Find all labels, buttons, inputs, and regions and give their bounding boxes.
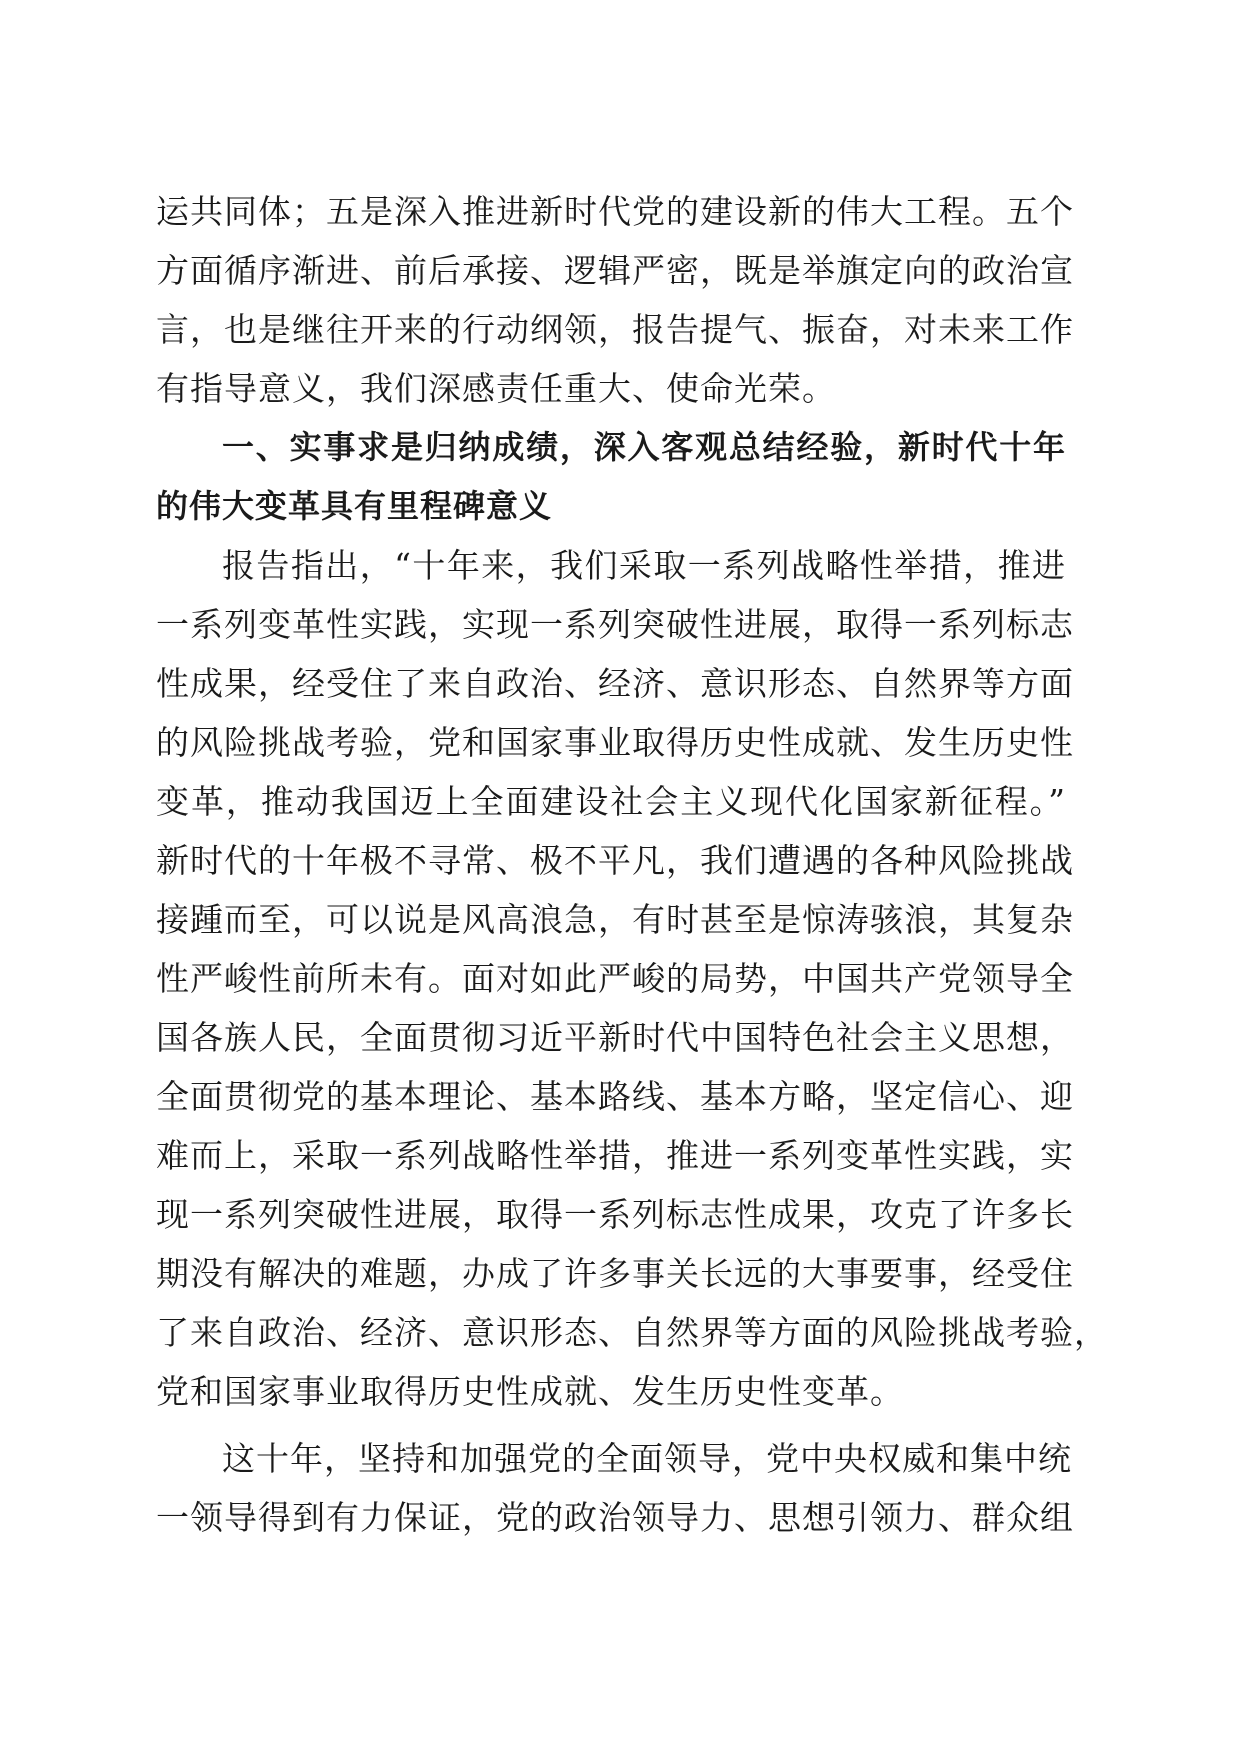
heading-line: 的伟大变革具有里程碑意义 [156,487,553,525]
body-paragraph-1 [156,536,1108,1421]
text-line: 全面贯彻党的基本理论、基本路线、基本方略，坚定信心、迎 [156,1077,1074,1116]
text-line: 报告指出，“十年来，我们采取一系列战略性举措，推进 [222,546,1066,585]
text-line: 一系列变革性实践，实现一系列突破性进展，取得一系列标志 [156,605,1074,644]
section-heading [156,418,1066,536]
text-line: 新时代的十年极不寻常、极不平凡，我们遭遇的各种风险挑战 [156,841,1074,880]
text-line: 的风险挑战考验，党和国家事业取得历史性成就、发生历史性 [156,723,1074,762]
document-page [156,182,1108,1547]
text-line: 性成果，经受住了来自政治、经济、意识形态、自然界等方面 [156,664,1074,703]
text-line: 接踵而至，可以说是风高浪急，有时甚至是惊涛骇浪，其复杂 [156,900,1074,939]
text-line: 运共同体；五是深入推进新时代党的建设新的伟大工程。五个 [156,192,1074,231]
heading-line: 一、实事求是归纳成绩，深入客观总结经验，新时代十年 [222,428,1066,466]
text-line: 期没有解决的难题，办成了许多事关长远的大事要事，经受住 [156,1254,1074,1293]
text-line: 现一系列突破性进展，取得一系列标志性成果，攻克了许多长 [156,1195,1074,1234]
text-line: 了来自政治、经济、意识形态、自然界等方面的风险挑战考验， [156,1313,1108,1352]
text-line: 这十年，坚持和加强党的全面领导，党中央权威和集中统 [222,1439,1072,1478]
text-line: 方面循序渐进、前后承接、逻辑严密，既是举旗定向的政治宣 [156,251,1074,290]
text-line: 性严峻性前所未有。面对如此严峻的局势，中国共产党领导全 [156,959,1074,998]
text-line: 一领导得到有力保证，党的政治领导力、思想引领力、群众组 [156,1498,1074,1537]
text-line: 难而上，采取一系列战略性举措，推进一系列变革性实践，实 [156,1136,1074,1175]
intro-paragraph [156,182,1074,418]
text-line: 变革，推动我国迈上全面建设社会主义现代化国家新征程。” [156,782,1066,821]
paragraph-spacer [156,1421,1066,1429]
text-line: 国各族人民，全面贯彻习近平新时代中国特色社会主义思想， [156,1018,1074,1057]
body-paragraph-2 [156,1429,1074,1547]
text-line: 党和国家事业取得历史性成就、发生历史性变革。 [156,1372,904,1411]
text-line: 言，也是继往开来的行动纲领，报告提气、振奋，对未来工作 [156,310,1074,349]
text-line: 有指导意义，我们深感责任重大、使命光荣。 [156,369,836,408]
